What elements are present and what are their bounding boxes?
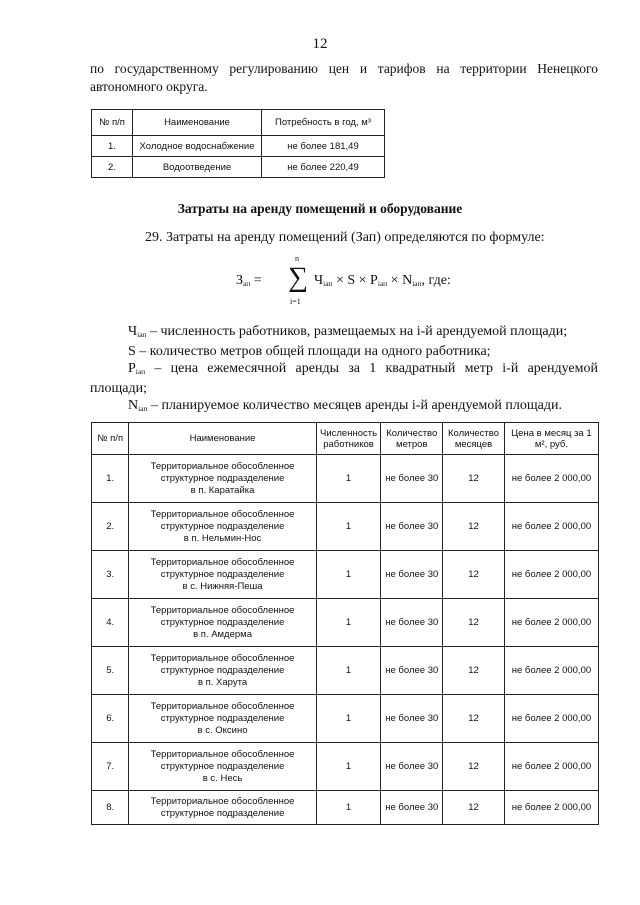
- row-name: [129, 455, 316, 503]
- row-months: 12: [443, 455, 505, 503]
- formula-definitions: [90, 323, 598, 417]
- row-price: не более 2 000,00: [504, 791, 598, 825]
- row-months: 12: [443, 695, 505, 743]
- table-row: [92, 695, 599, 743]
- row-name: [129, 743, 316, 791]
- row-number: 4.: [92, 599, 129, 647]
- consumption-table: [91, 109, 385, 178]
- row-meters: не более 30: [381, 743, 443, 791]
- row-meters: не более 30: [381, 551, 443, 599]
- row-workers: 1: [316, 599, 381, 647]
- row-name: [129, 599, 316, 647]
- row-price: не более 2 000,00: [504, 695, 598, 743]
- row-price: не более 2 000,00: [504, 503, 598, 551]
- row-number: 2.: [92, 503, 129, 551]
- table1-cell: не более 181,49: [262, 136, 385, 157]
- row-meters: не более 30: [381, 455, 443, 503]
- row-name-line: Территориальное обособленное: [150, 748, 295, 760]
- formula-lower-limit: i=1: [290, 297, 301, 306]
- row-name-line: в п. Каратайка: [190, 484, 255, 496]
- row-workers: 1: [316, 503, 381, 551]
- paragraph-29: 29. Затраты на аренду помещений (Зап) определяются по формуле:: [145, 230, 545, 245]
- intro-paragraph: [90, 60, 598, 96]
- table2-header-price: Цена в месяц за 1 м², руб.: [504, 423, 598, 455]
- table1-header-name: Наименование: [133, 110, 262, 136]
- row-name-line: в с. Несь: [202, 772, 243, 784]
- row-name: [129, 791, 316, 825]
- table2-header-workers: Численность работников: [316, 423, 381, 455]
- row-price: не более 2 000,00: [504, 647, 598, 695]
- table-row: [92, 647, 599, 695]
- table1-cell: Водоотведение: [133, 157, 262, 178]
- row-name-line: структурное подразделение: [160, 664, 285, 676]
- definition-line: $P_{iап}$ – цена ежемесячной аренды за 1 квадратный метр i-й арендуемой: [128, 361, 598, 376]
- table2-header-months: Количество месяцев: [443, 423, 505, 455]
- row-name-line: Территориальное обособленное: [150, 460, 295, 472]
- row-workers: 1: [316, 551, 381, 599]
- table-row: [92, 503, 599, 551]
- rent-table: [91, 422, 599, 825]
- row-price: не более 2 000,00: [504, 743, 598, 791]
- row-name-line: структурное подразделение: [160, 712, 285, 724]
- row-name-line: в п. Нельмин-Нос: [183, 532, 262, 544]
- row-name-line: в п. Харута: [197, 676, 248, 688]
- table-row: [92, 136, 385, 157]
- row-meters: не более 30: [381, 503, 443, 551]
- row-name-line: Территориальное обособленное: [150, 508, 295, 520]
- row-meters: не более 30: [381, 599, 443, 647]
- intro-line-1: по государственному регулированию цен и тарифов на территории Ненецкого: [90, 61, 598, 76]
- row-number: 8.: [92, 791, 129, 825]
- section-title: Затраты на аренду помещений и оборудование: [177, 201, 463, 216]
- row-number: 7.: [92, 743, 129, 791]
- row-name-line: Территориальное обособленное: [150, 604, 295, 616]
- table1-cell: 2.: [92, 157, 133, 178]
- table2-header-num: № п/п: [92, 423, 129, 455]
- row-months: 12: [443, 599, 505, 647]
- row-workers: 1: [316, 455, 381, 503]
- table-row: [92, 455, 599, 503]
- row-name: [129, 551, 316, 599]
- table-row: [92, 791, 599, 825]
- table1-cell: 1.: [92, 136, 133, 157]
- row-name-line: в с. Нижняя-Пеша: [182, 580, 263, 592]
- table-row: [92, 743, 599, 791]
- row-name-line: структурное подразделение: [160, 520, 285, 532]
- definition-line: S – количество метров общей площади на одного работника;: [128, 344, 491, 359]
- row-name-line: в п. Амдерма: [193, 628, 252, 640]
- row-price: не более 2 000,00: [504, 599, 598, 647]
- row-name-line: структурное подразделение: [160, 568, 285, 580]
- definition-line: площади;: [90, 381, 147, 396]
- sigma-icon: ∑: [288, 262, 308, 293]
- row-name: [129, 647, 316, 695]
- formula-lhs: $З_{ап}$ =: [236, 273, 262, 288]
- rent-table-body: [92, 455, 599, 825]
- definition-line: $Ч_{iап}$ – численность работников, размещаемых на i-й арендуемой площади;: [128, 324, 568, 339]
- formula-terms: $Ч_{iап} \times S \times P_{iап} \times N_{iап}$, где:: [314, 273, 451, 288]
- table1-header-num: № п/п: [92, 110, 133, 136]
- table1-cell: Холодное водоснабжение: [133, 136, 262, 157]
- table2-header-name: Наименование: [129, 423, 316, 455]
- row-meters: не более 30: [381, 695, 443, 743]
- row-workers: 1: [316, 647, 381, 695]
- row-name-line: структурное подразделение: [160, 760, 285, 772]
- row-number: 5.: [92, 647, 129, 695]
- table1-header-need: Потребность в год, м³: [262, 110, 385, 136]
- row-workers: 1: [316, 743, 381, 791]
- row-workers: 1: [316, 695, 381, 743]
- definition-line: $N_{iап}$ – планируемое количество месяцев аренды i-й арендуемой площади.: [128, 398, 562, 413]
- row-name: [129, 695, 316, 743]
- row-months: 12: [443, 743, 505, 791]
- row-months: 12: [443, 503, 505, 551]
- row-name-line: Территориальное обособленное: [150, 795, 295, 807]
- row-name-line: Территориальное обособленное: [150, 652, 295, 664]
- rent-formula: [232, 252, 462, 310]
- intro-line-2: автономного округа.: [90, 79, 208, 94]
- row-months: 12: [443, 791, 505, 825]
- row-months: 12: [443, 647, 505, 695]
- row-name-line: структурное подразделение: [160, 616, 285, 628]
- row-name-line: в с. Оксино: [197, 724, 248, 736]
- row-price: не более 2 000,00: [504, 551, 598, 599]
- row-meters: не более 30: [381, 791, 443, 825]
- table-row: [92, 157, 385, 178]
- row-name-line: Территориальное обособленное: [150, 556, 295, 568]
- table-row: [92, 551, 599, 599]
- row-name-line: Территориальное обособленное: [150, 700, 295, 712]
- row-name-line: структурное подразделение: [160, 472, 285, 484]
- table2-header-meters: Количество метров: [381, 423, 443, 455]
- row-name-line: структурное подразделение: [160, 807, 285, 819]
- row-months: 12: [443, 551, 505, 599]
- row-price: не более 2 000,00: [504, 455, 598, 503]
- row-meters: не более 30: [381, 647, 443, 695]
- table1-cell: не более 220,49: [262, 157, 385, 178]
- row-number: 3.: [92, 551, 129, 599]
- page-number: 12: [312, 36, 328, 52]
- row-number: 6.: [92, 695, 129, 743]
- table-row: [92, 599, 599, 647]
- formula-upper-limit: n: [295, 254, 299, 263]
- row-number: 1.: [92, 455, 129, 503]
- row-name: [129, 503, 316, 551]
- row-workers: 1: [316, 791, 381, 825]
